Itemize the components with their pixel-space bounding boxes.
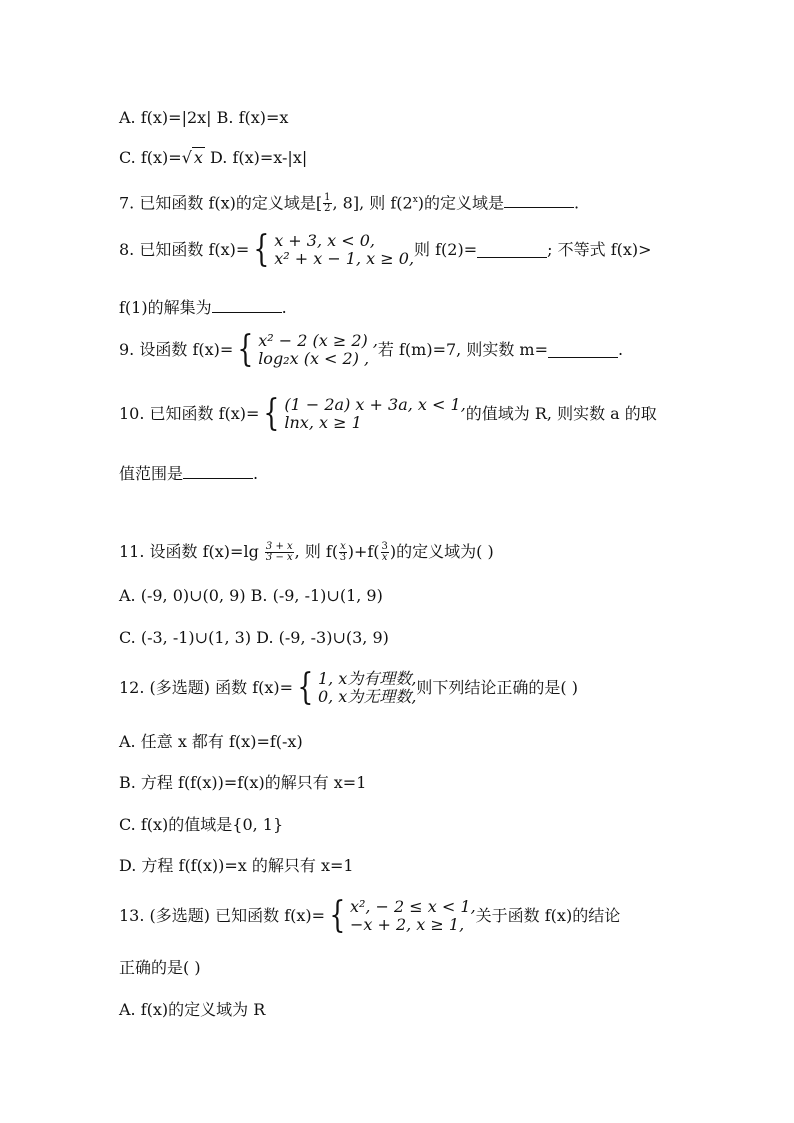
answer-blank (504, 193, 574, 208)
case-1: 1, x为有理数, (317, 669, 417, 688)
q11-text-a: 11. 设函数 f(x)=lg (119, 542, 264, 561)
exponent: x (412, 195, 418, 205)
case-2: lnx, x ≥ 1 (284, 413, 362, 432)
piecewise-cases (284, 396, 465, 432)
q10-text-a: 10. 已知函数 f(x)= (119, 404, 260, 423)
q11-text-c: )+f( (347, 542, 380, 561)
fraction-numerator: 3 (381, 541, 388, 552)
case-2: 0, x为无理数, (317, 687, 417, 706)
question-12 (119, 667, 578, 708)
sqrt-symbol: √ (181, 148, 192, 167)
q11-text-b: , 则 f( (294, 542, 339, 561)
q11-text-d: )的定义域为( ) (389, 542, 494, 561)
fraction (381, 542, 389, 563)
piecewise-cases (318, 670, 416, 706)
q11-options-cd: C. (-3, -1)∪(1, 3) D. (-9, -3)∪(3, 9) (119, 628, 389, 647)
question-10-cont (119, 464, 258, 484)
answer-blank (548, 343, 618, 358)
case-2: x² + x − 1, x ≥ 0, (274, 249, 415, 268)
q7-text-a: 7. 已知函数 f(x)的定义域是[ (119, 193, 323, 213)
fraction-denominator: 3 (339, 552, 347, 563)
answer-blank (183, 464, 253, 479)
q13-text-b: 关于函数 f(x)的结论 (475, 906, 621, 925)
case-2: −x + 2, x ≥ 1, (349, 915, 465, 934)
left-brace: { (329, 895, 346, 936)
q8-text-d: f(1)的解集为 (119, 298, 212, 317)
q13-text-c: 正确的是( ) (119, 958, 201, 977)
q13-option-a: A. f(x)的定义域为 R (119, 1000, 266, 1019)
q9-text-c: . (618, 340, 624, 359)
fraction-denominator: 3 − x (265, 552, 293, 563)
fraction-numerator: 3 + x (265, 541, 293, 552)
option-d-text: D. f(x)=x-|x| (204, 148, 308, 167)
left-brace: { (237, 329, 254, 370)
q12-option-d: D. 方程 f(f(x))=x 的解只有 x=1 (119, 856, 354, 875)
question-7 (119, 190, 579, 214)
left-brace: { (297, 667, 314, 708)
piecewise-cases (350, 898, 476, 934)
options-line-2 (119, 148, 307, 168)
question-8-cont (119, 298, 287, 318)
q12-option-b: B. 方程 f(f(x))=f(x)的解只有 x=1 (119, 773, 367, 792)
q10-text-b: 的值域为 R, 则实数 a 的取 (465, 404, 657, 423)
q8-text-e: . (281, 298, 287, 317)
options-line-1 (119, 108, 288, 128)
radicand: x (193, 148, 203, 167)
q8-text-c: ; 不等式 f(x)> (547, 240, 652, 259)
fraction (265, 542, 294, 563)
question-13-cont (119, 958, 201, 978)
piecewise-cases (274, 232, 414, 268)
q12-option-c: C. f(x)的值域是{0, 1} (119, 815, 284, 834)
question-11-options-ab (119, 586, 383, 606)
case-2: log₂x (x < 2) , (258, 349, 370, 368)
q13-text-a: 13. (多选题) 已知函数 f(x)= (119, 906, 326, 925)
q9-text-a: 9. 设函数 f(x)= (119, 340, 234, 359)
left-brace: { (263, 393, 280, 434)
option-c-text: C. f(x)= (119, 148, 182, 167)
question-8 (119, 229, 652, 270)
option-text: A. f(x)=|2x| B. f(x)=x (119, 108, 289, 127)
q12-text-a: 12. (多选题) 函数 f(x)= (119, 678, 294, 697)
fraction (339, 542, 347, 563)
q12-option-a: A. 任意 x 都有 f(x)=f(-x) (119, 732, 303, 751)
case-1: x + 3, x < 0, (274, 231, 376, 250)
piecewise-cases (258, 332, 378, 368)
q8-text-b: 则 f(2)= (414, 240, 478, 259)
question-11-options-cd (119, 628, 389, 648)
q7-text-b: , 8], 则 f(2 (332, 193, 413, 213)
question-12-option-c (119, 815, 283, 835)
question-12-option-d (119, 856, 354, 876)
fraction-numerator: x (340, 541, 346, 552)
q7-text-c: )的定义域是 (417, 193, 505, 213)
q11-options-ab: A. (-9, 0)∪(0, 9) B. (-9, -1)∪(1, 9) (119, 586, 383, 605)
q12-text-b: 则下列结论正确的是( ) (416, 678, 578, 697)
q9-text-b: 若 f(m)=7, 则实数 m= (377, 340, 548, 359)
case-1: x², − 2 ≤ x < 1, (349, 897, 476, 916)
question-11 (119, 542, 494, 563)
q10-text-c: 值范围是 (119, 464, 184, 483)
question-13-option-a (119, 1000, 265, 1020)
q10-text-d: . (253, 464, 259, 483)
question-9 (119, 329, 624, 370)
fraction-denominator: x (381, 552, 388, 563)
left-brace: { (253, 229, 270, 270)
fraction-numerator: 1 (324, 192, 331, 204)
answer-blank (212, 298, 282, 313)
case-1: (1 − 2a) x + 3a, x < 1, (284, 395, 466, 414)
answer-blank (477, 243, 547, 258)
fraction (323, 193, 331, 214)
question-13 (119, 895, 621, 936)
q7-text-d: . (574, 193, 580, 213)
case-1: x² − 2 (x ≥ 2) , (258, 331, 378, 350)
q8-text-a: 8. 已知函数 f(x)= (119, 240, 250, 259)
fraction-denominator: 2 (324, 203, 331, 215)
question-12-option-b (119, 773, 366, 793)
question-10 (119, 393, 657, 434)
question-12-option-a (119, 732, 303, 752)
